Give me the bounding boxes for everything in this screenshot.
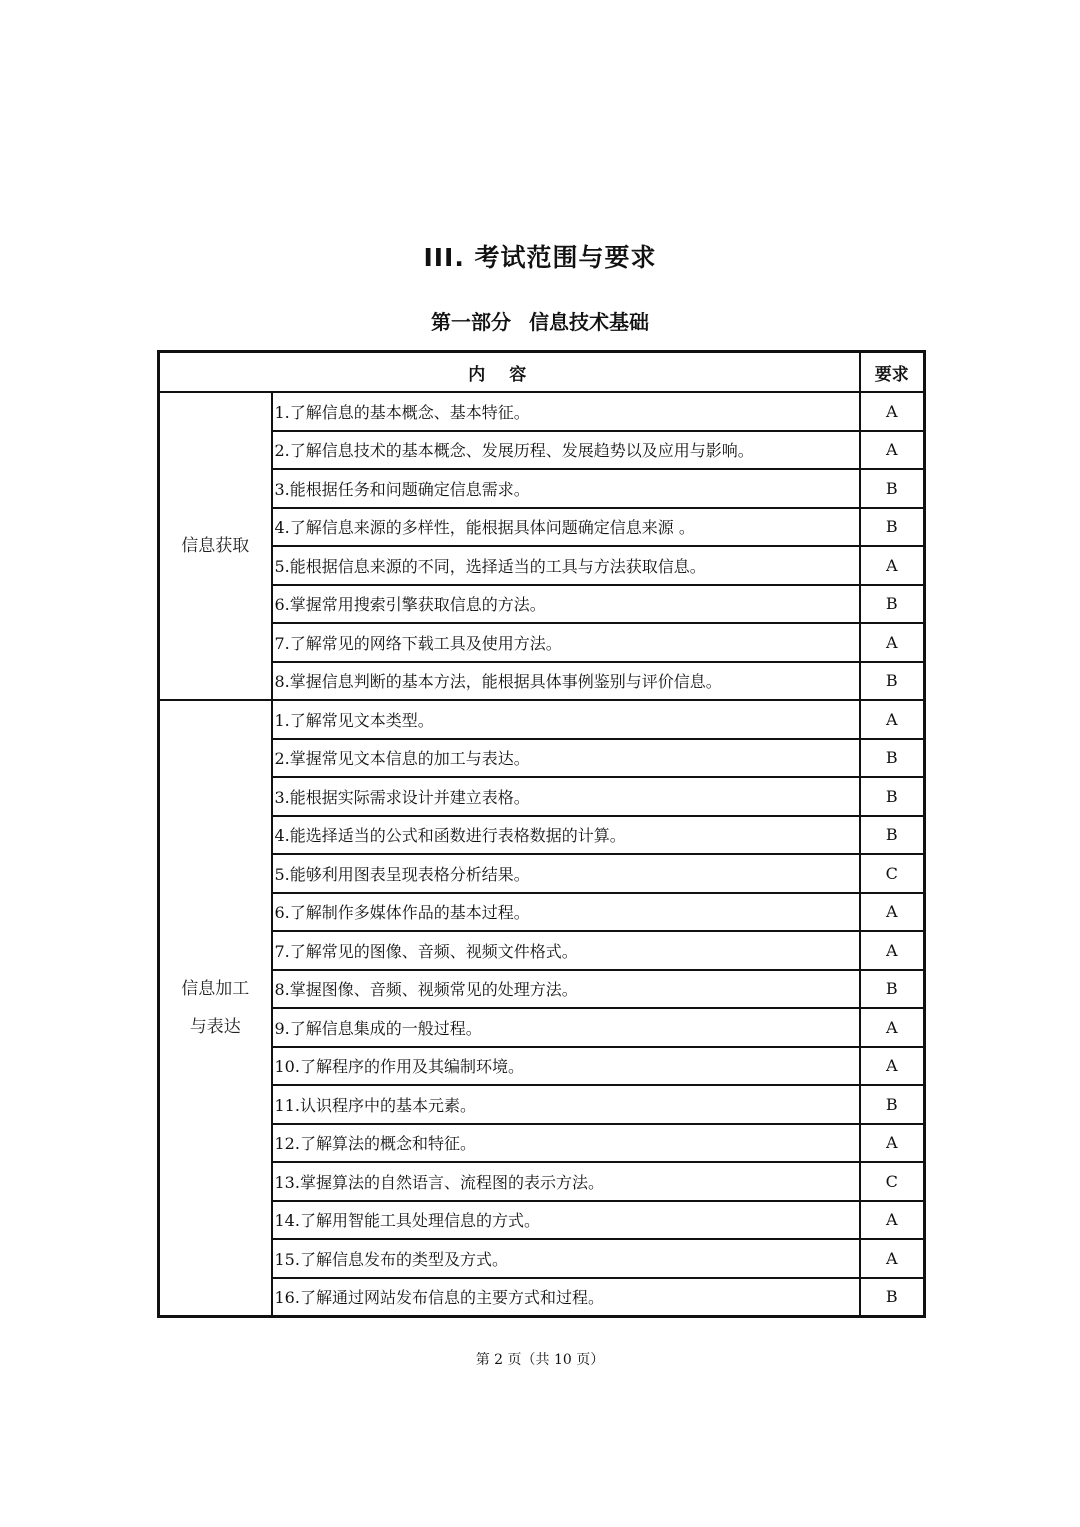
part-label: 第一部分: [431, 310, 511, 334]
requirement-level: A: [860, 1008, 925, 1047]
requirement-level: B: [860, 508, 925, 547]
requirement-level: A: [860, 1239, 925, 1278]
requirement-text: 16.了解通过网站发布信息的主要方式和过程。: [272, 1278, 860, 1317]
table-row: [159, 1278, 925, 1317]
category-label: 信息获取: [181, 536, 250, 556]
table-row: [159, 392, 925, 431]
table-row: [159, 469, 925, 508]
requirement-text: 7.了解常见的网络下载工具及使用方法。: [272, 623, 860, 662]
table-row: [159, 931, 925, 970]
requirement-level: A: [860, 623, 925, 662]
requirement-text: 2.掌握常见文本信息的加工与表达。: [272, 739, 860, 778]
requirement-level: A: [860, 392, 925, 431]
table-body: [159, 392, 925, 1317]
table-row: [159, 777, 925, 816]
header-level: 要求: [860, 352, 925, 393]
requirement-text: 4.能选择适当的公式和函数进行表格数据的计算。: [272, 816, 860, 855]
requirements-table: [157, 350, 926, 1318]
requirement-text: 9.了解信息集成的一般过程。: [272, 1008, 860, 1047]
table-row: [159, 1162, 925, 1201]
requirement-level: A: [860, 431, 925, 470]
requirement-level: A: [860, 546, 925, 585]
requirement-level: A: [860, 700, 925, 739]
category-cell: [159, 700, 272, 1317]
table-row: [159, 1008, 925, 1047]
requirement-level: B: [860, 469, 925, 508]
table-row: [159, 700, 925, 739]
part-subtitle: [0, 306, 1080, 335]
requirement-text: 1.了解信息的基本概念、基本特征。: [272, 392, 860, 431]
requirement-text: 3.能根据任务和问题确定信息需求。: [272, 469, 860, 508]
requirement-text: 13.掌握算法的自然语言、流程图的表示方法。: [272, 1162, 860, 1201]
table-row: [159, 431, 925, 470]
requirement-level: B: [860, 585, 925, 624]
category-label: 与表达: [189, 1017, 241, 1037]
requirement-level: C: [860, 1162, 925, 1201]
requirement-text: 6.了解制作多媒体作品的基本过程。: [272, 893, 860, 932]
requirement-text: 12.了解算法的概念和特征。: [272, 1124, 860, 1163]
requirement-text: 10.了解程序的作用及其编制环境。: [272, 1047, 860, 1086]
part-name: 信息技术基础: [529, 310, 649, 334]
requirement-level: B: [860, 970, 925, 1009]
requirement-text: 11.认识程序中的基本元素。: [272, 1085, 860, 1124]
requirement-level: A: [860, 931, 925, 970]
requirement-level: B: [860, 662, 925, 701]
table-row: [159, 508, 925, 547]
table-row: [159, 585, 925, 624]
table-row: [159, 1047, 925, 1086]
table-row: [159, 1085, 925, 1124]
table-row: [159, 739, 925, 778]
requirement-level: A: [860, 1047, 925, 1086]
table-header-row: [159, 352, 925, 393]
requirement-text: 8.掌握图像、音频、视频常见的处理方法。: [272, 970, 860, 1009]
requirement-level: B: [860, 777, 925, 816]
requirement-text: 8.掌握信息判断的基本方法，能根据具体事例鉴别与评价信息。: [272, 662, 860, 701]
table-row: [159, 1201, 925, 1240]
table-row: [159, 970, 925, 1009]
requirement-level: C: [860, 854, 925, 893]
section-title: III. 考试范围与要求: [423, 243, 657, 272]
requirement-text: 14.了解用智能工具处理信息的方式。: [272, 1201, 860, 1240]
requirement-text: 1.了解常见文本类型。: [272, 700, 860, 739]
requirement-level: B: [860, 816, 925, 855]
requirement-level: A: [860, 893, 925, 932]
requirement-text: 6.掌握常用搜索引擎获取信息的方法。: [272, 585, 860, 624]
page-footer: 第 2 页（共 10 页）: [475, 1352, 605, 1368]
requirement-level: A: [860, 1124, 925, 1163]
table-row: [159, 546, 925, 585]
table-row: [159, 1124, 925, 1163]
requirement-level: B: [860, 1278, 925, 1317]
requirement-text: 7.了解常见的图像、音频、视频文件格式。: [272, 931, 860, 970]
table-row: [159, 1239, 925, 1278]
requirement-text: 5.能根据信息来源的不同，选择适当的工具与方法获取信息。: [272, 546, 860, 585]
table-row: [159, 623, 925, 662]
requirement-text: 5.能够利用图表呈现表格分析结果。: [272, 854, 860, 893]
requirement-level: A: [860, 1201, 925, 1240]
table-row: [159, 662, 925, 701]
table-row: [159, 854, 925, 893]
category-cell: [159, 392, 272, 700]
requirement-level: B: [860, 1085, 925, 1124]
requirement-text: 4.了解信息来源的多样性，能根据具体问题确定信息来源 。: [272, 508, 860, 547]
header-content: 内容: [159, 352, 860, 393]
category-label: 信息加工: [181, 979, 250, 999]
requirement-text: 15.了解信息发布的类型及方式。: [272, 1239, 860, 1278]
table-row: [159, 816, 925, 855]
requirement-text: 3.能根据实际需求设计并建立表格。: [272, 777, 860, 816]
requirement-level: B: [860, 739, 925, 778]
requirement-text: 2.了解信息技术的基本概念、发展历程、发展趋势以及应用与影响。: [272, 431, 860, 470]
table-row: [159, 893, 925, 932]
